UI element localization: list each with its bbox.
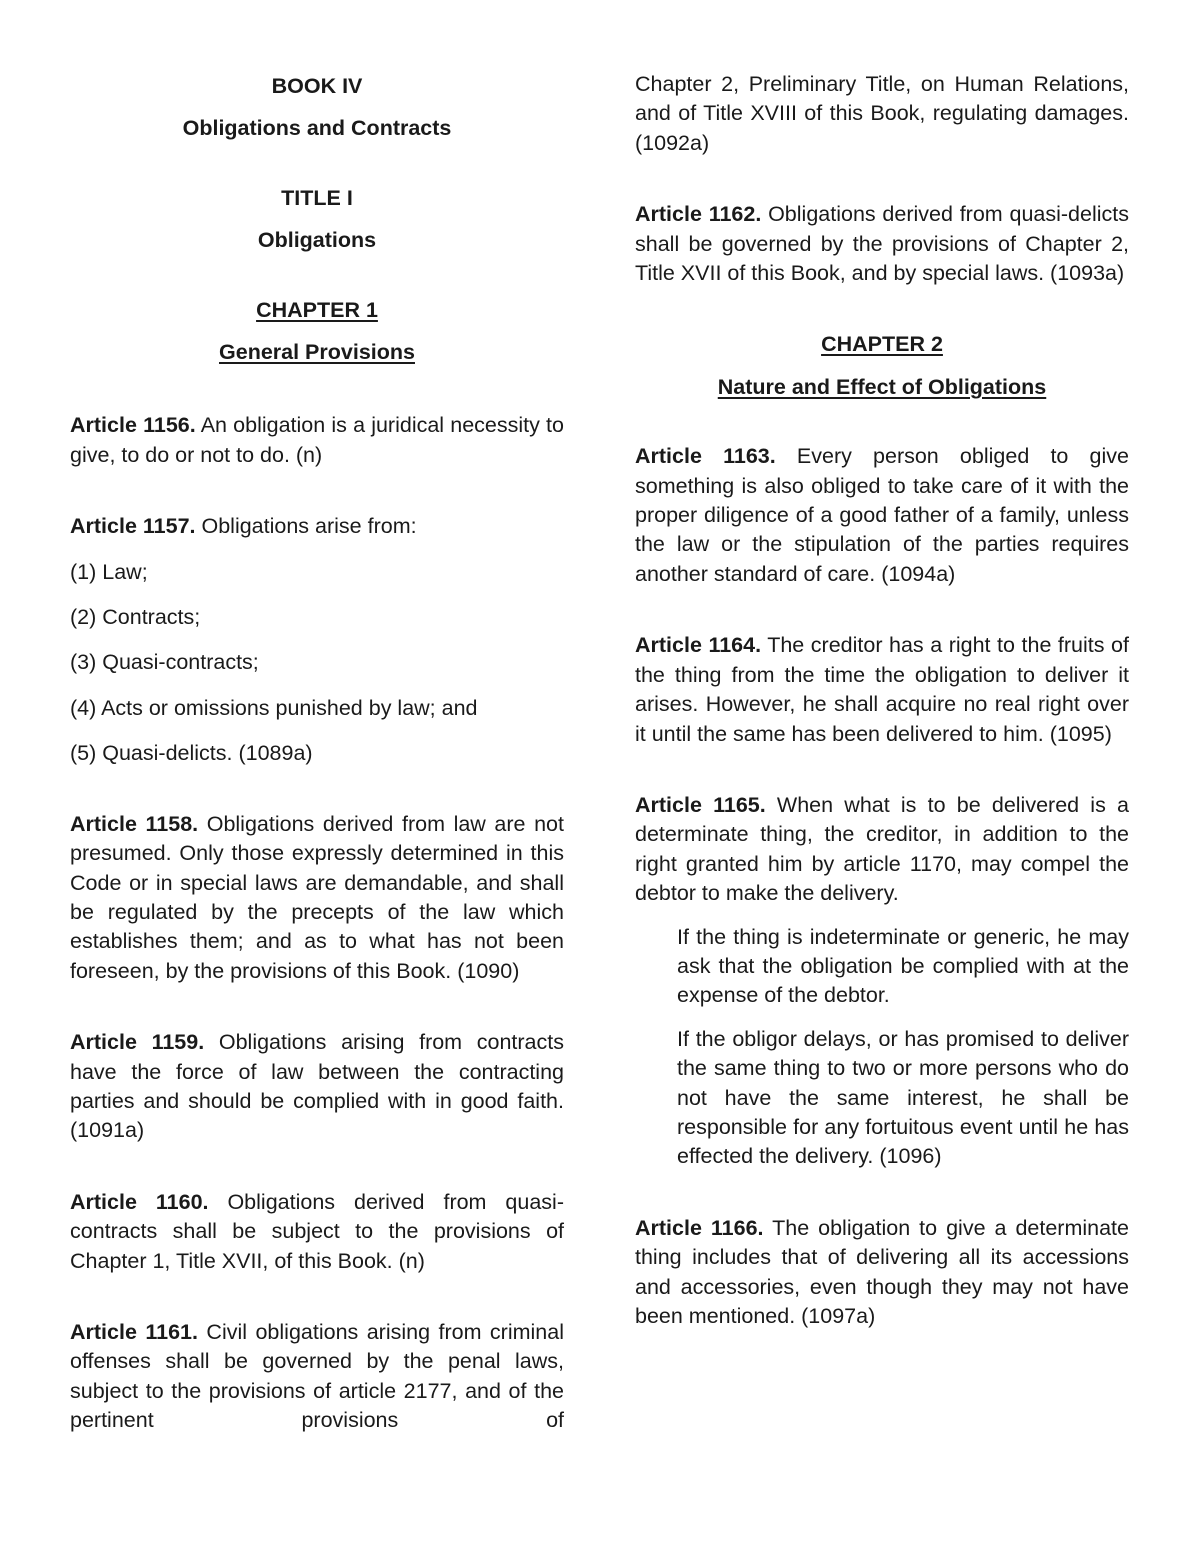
article-1160 <box>70 1188 564 1276</box>
article-1157 <box>70 512 564 541</box>
article-label: Article 1164. <box>635 633 762 658</box>
article-label: Article 1162. <box>635 202 762 227</box>
article-label: Article 1165. <box>635 792 766 817</box>
list-item: (1) Law; <box>70 559 148 584</box>
article-text: Obligations derived from quasi-delicts shall be governed by the provisions of Chapter 2, Title XVII of this Book, and by special laws. (1093a) <box>635 202 1129 286</box>
left-column <box>70 70 564 1436</box>
article-text: Obligations derived from law are not presumed. Only those expressly determined in this Code or in special laws are demandable, and shall be regulated by the precepts of the law which establishes them; and as to what has not been foreseen, by the provisions of this Book. (1090) <box>70 811 564 983</box>
article-1163 <box>635 442 1129 589</box>
list-item: (4) Acts or omissions punished by law; and <box>70 695 478 720</box>
article-1164 <box>635 631 1129 749</box>
article-1161-continued: Chapter 2, Preliminary Title, on Human Relations, and of Title XVIII of this Book, regulating damages. (1092a) <box>635 72 1129 155</box>
list-item: (2) Contracts; <box>70 605 201 630</box>
article-text: Obligations arising from contracts have the force of law between the contracting parties and should be complied with in good faith. (1091a) <box>70 1030 564 1143</box>
article-1159 <box>70 1028 564 1146</box>
title-heading: TITLE I <box>281 185 353 210</box>
article-label: Article 1159. <box>70 1030 205 1055</box>
chapter-1-name: General Provisions <box>219 340 415 365</box>
article-1162 <box>635 200 1129 288</box>
article-label: Article 1158. <box>70 811 199 836</box>
article-label: Article 1156. <box>70 413 196 438</box>
article-1166 <box>635 1214 1129 1332</box>
chapter-2-name: Nature and Effect of Obligations <box>717 374 1047 399</box>
article-1156 <box>70 411 564 470</box>
article-text: The creditor has a right to the fruits of the thing from the time the obligation to deliver it arises. However, he shall acquire no real right over it until the same has been delivered to him. (1095) <box>635 633 1129 746</box>
list-item: (3) Quasi-contracts; <box>70 650 259 675</box>
article-1165-paragraph: If the obligor delays, or has promised to deliver the same thing to two or more persons who do not have the same interest, he shall be responsible for any fortuitous event until he has effected the delivery. (1096) <box>677 1026 1129 1169</box>
article-1158 <box>70 810 564 986</box>
article-1165 <box>635 791 1129 909</box>
article-label: Article 1163. <box>635 444 776 469</box>
article-1161 <box>70 1318 564 1436</box>
article-label: Article 1160. <box>70 1189 209 1214</box>
article-text: The obligation to give a determinate thing includes that of delivering all its accessions and accessories, even though they may not have been mentioned. (1097a) <box>635 1215 1129 1328</box>
book-heading: BOOK IV <box>271 74 363 98</box>
article-label: Article 1166. <box>635 1215 764 1240</box>
chapter-2-heading: CHAPTER 2 <box>821 332 943 357</box>
article-text: Obligations arise from: <box>195 514 417 539</box>
book-title: Obligations and Contracts <box>182 116 452 141</box>
article-text: Civil obligations arising from criminal offenses shall be governed by the penal laws, subject to the provisions of article 2177, and of the pertinent provisions of <box>70 1319 564 1433</box>
article-1165-paragraph: If the thing is indeterminate or generic, he may ask that the obligation be complied with at the expense of the debtor. <box>677 924 1129 1008</box>
article-label: Article 1157. <box>70 514 196 539</box>
list-item: (5) Quasi-delicts. (1089a) <box>70 741 313 766</box>
article-text: An obligation is a juridical necessity to give, to do or not to do. (n) <box>70 413 564 467</box>
article-label: Article 1161. <box>70 1319 198 1344</box>
article-text: When what is to be delivered is a determinate thing, the creditor, in addition to the right granted him by article 1170, may compel the debtor to make the delivery. <box>635 792 1129 906</box>
right-column <box>635 70 1129 1331</box>
article-text: Obligations derived from quasi-contracts shall be subject to the provisions of Chapter 1, Title XVII, of this Book. (n) <box>70 1189 564 1273</box>
article-text: Every person obliged to give something is also obliged to take care of it with the proper diligence of a good father of a family, unless the law or the stipulation of the parties requires another standard of care. (1094a) <box>635 444 1129 586</box>
title-name: Obligations <box>257 228 377 253</box>
chapter-1-heading: CHAPTER 1 <box>256 297 378 322</box>
